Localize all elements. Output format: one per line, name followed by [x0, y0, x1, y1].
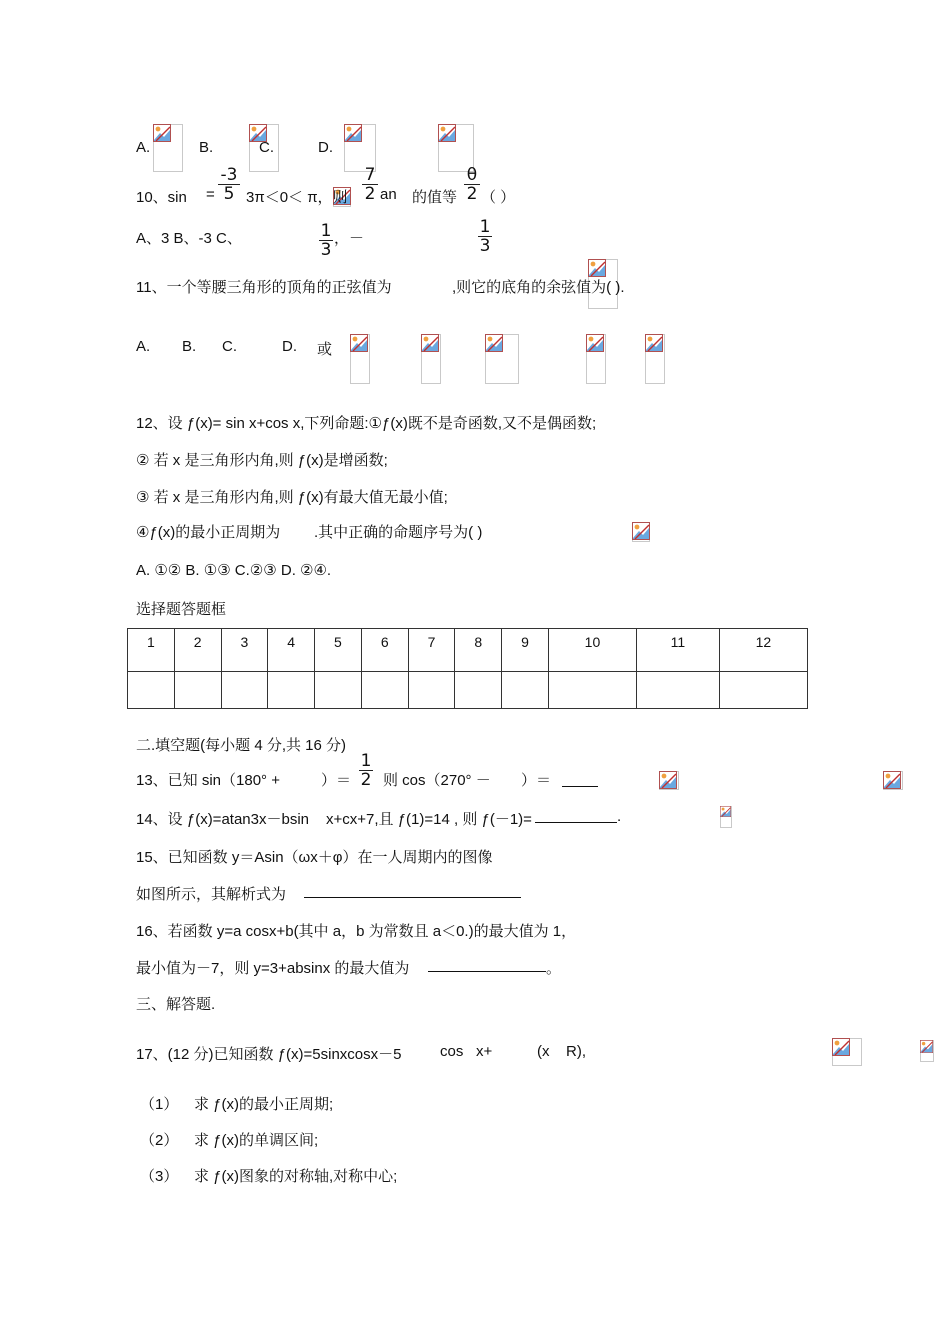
q11-option-c-image: [485, 334, 519, 384]
q10-fraction-theta-numerator: θ: [466, 165, 478, 185]
q12-options: A. ①② B. ①③ C.②③ D. ②④.: [136, 562, 332, 579]
q10-option-c-fraction: [318, 222, 334, 259]
q10-options-ab: A、3 B、-3 C、: [136, 230, 242, 247]
q11-option-d-image-2: [645, 334, 665, 384]
q10-fraction-theta-denominator: 2: [466, 184, 478, 204]
broken-image-icon: [350, 334, 368, 352]
broken-image-icon: [720, 806, 731, 817]
q10-fraction-sin: [217, 166, 241, 203]
q10-fraction-sin-numerator: -3: [220, 165, 238, 185]
q12-period-image: [632, 522, 650, 542]
q10-option-c-denominator: 3: [320, 240, 332, 260]
broken-image-icon: [920, 1040, 933, 1053]
q10-prefix: 10、sin: [136, 189, 187, 206]
q13-then: 则 cos（270° －: [383, 772, 491, 789]
q13-fraction-half: [358, 752, 374, 789]
answer-header-cell: 5: [315, 629, 362, 672]
broken-image-icon: [588, 259, 606, 277]
q11-option-b-image: [421, 334, 441, 384]
q13-alpha-image-2: [883, 771, 903, 790]
q11-option-b-label: B.: [182, 338, 197, 355]
answer-cell[interactable]: [548, 672, 636, 709]
q9-option-a-label: A.: [136, 139, 151, 156]
q12-statement-4-post: .其中正确的命题序号为( ): [314, 524, 483, 541]
q13-answer-blank[interactable]: [562, 772, 598, 787]
q14-answer-blank[interactable]: [535, 808, 617, 823]
q17-pre: 17、(12 分)已知函数 ƒ(x)=5sinxcosx－5: [136, 1046, 402, 1063]
q17-sub-1-text: 求 ƒ(x)的最小正周期;: [194, 1096, 334, 1113]
answer-box-title: 选择题答题框: [136, 601, 227, 618]
q9-option-c-label: C.: [259, 139, 274, 156]
answer-cell[interactable]: [637, 672, 720, 709]
q16-line-1: 16、若函数 y=a cosx+b(其中 a，b 为常数且 a＜0.)的最大值为 1，: [136, 923, 577, 940]
answer-header-cell: 3: [221, 629, 268, 672]
broken-image-icon: [632, 522, 650, 540]
broken-image-icon: [645, 334, 663, 352]
broken-image-icon: [153, 124, 171, 142]
q10-option-d-denominator: 3: [479, 236, 491, 256]
answer-header-cell: 12: [719, 629, 807, 672]
q17-sub-1-number: （1）: [140, 1096, 179, 1113]
q10-options-separator: ，－: [334, 230, 365, 247]
section-3-title: 三、解答题.: [136, 996, 216, 1013]
q9-option-b-label: B.: [199, 139, 214, 156]
answer-cell[interactable]: [408, 672, 455, 709]
q13-mid: ）＝: [321, 772, 352, 789]
q10-equals: =: [206, 186, 215, 203]
broken-image-icon: [586, 334, 604, 352]
q10-option-c-numerator: 1: [320, 221, 332, 241]
q11-option-c-label: C.: [222, 338, 237, 355]
q17-paren-close: R),: [566, 1043, 586, 1060]
q11-option-a-image: [350, 334, 370, 384]
answer-table: [127, 628, 808, 709]
answer-cell[interactable]: [315, 672, 362, 709]
q12-statement-4-pre: ④ƒ(x)的最小正周期为: [136, 524, 281, 541]
q13-pre: 13、已知 sin（180° +: [136, 772, 280, 789]
q15-line-1: 15、已知函数 y＝Asin（ωx＋φ）在一人周期内的图像: [136, 849, 493, 866]
q16-end: 。: [546, 960, 562, 977]
answer-cell[interactable]: [361, 672, 408, 709]
q15-answer-blank[interactable]: [304, 883, 521, 898]
answer-header-cell: 9: [502, 629, 549, 672]
q14-x-image: [720, 806, 732, 828]
answer-header-cell: 6: [361, 629, 408, 672]
answer-header-cell: 4: [268, 629, 315, 672]
q11-stem: 11、一个等腰三角形的顶角的正弦值为: [136, 279, 392, 296]
q17-x-plus: x+: [476, 1043, 493, 1060]
q17-image-2: [920, 1040, 934, 1062]
q10-option-d-numerator: 1: [479, 217, 491, 237]
q17-paren-open: (x: [537, 1043, 550, 1060]
q12-stem: 12、设 ƒ(x)= sin x+cos x,下列命题:①ƒ(x)既不是奇函数,又不是偶函数;: [136, 415, 597, 432]
q14-end: .: [617, 808, 622, 825]
q15-line-2: 如图所示，其解析式为: [136, 886, 287, 903]
q12-statement-2: ② 若 x 是三角形内角,则 ƒ(x)是增函数;: [136, 452, 388, 469]
q10-answer-paren: （ ）: [481, 189, 516, 206]
answer-table-input-row: [128, 672, 808, 709]
q17-sub-2-text: 求 ƒ(x)的单调区间;: [194, 1132, 319, 1149]
answer-cell[interactable]: [455, 672, 502, 709]
q10-fraction-seven-halves: [361, 166, 379, 203]
broken-image-icon: [659, 771, 677, 789]
answer-header-cell: 11: [637, 629, 720, 672]
q11-option-d-label: D.: [282, 338, 297, 355]
broken-image-icon: [485, 334, 503, 352]
q17-cos: cos: [440, 1043, 464, 1060]
answer-header-cell: 1: [128, 629, 175, 672]
answer-cell[interactable]: [719, 672, 807, 709]
answer-cell[interactable]: [128, 672, 175, 709]
q10-fraction-seven-halves-denominator: 2: [364, 184, 376, 204]
q12-statement-3: ③ 若 x 是三角形内角,则 ƒ(x)有最大值无最小值;: [136, 489, 448, 506]
q10-value-text: 的值等: [412, 189, 458, 206]
q10-fraction-sin-denominator: 5: [223, 184, 235, 204]
q13-end: ）＝: [521, 772, 552, 789]
broken-image-icon: [438, 124, 456, 142]
section-2-title: 二.填空题(每小题 4 分,共 16 分): [136, 737, 347, 754]
q17-sub-2-number: （2）: [140, 1132, 179, 1149]
broken-image-icon: [832, 1038, 850, 1056]
answer-cell[interactable]: [221, 672, 268, 709]
q13-alpha-image-1: [659, 771, 679, 790]
q16-line-2: 最小值为－7，则 y=3+absinx 的最大值为: [136, 960, 410, 977]
q11-tail: ,则它的底角的余弦值为( ).: [452, 279, 625, 296]
q14-post: x+cx+7,且 ƒ(1)=14 , 则 ƒ(－1)=: [326, 811, 532, 828]
q10-fraction-seven-halves-numerator: 7: [364, 165, 376, 185]
broken-image-icon: [883, 771, 901, 789]
answer-header-cell: 8: [455, 629, 502, 672]
q10-tan: an: [380, 186, 397, 203]
q9-option-a-image: [153, 124, 183, 172]
q11-option-d-or: 或: [317, 341, 333, 358]
q17-image-1: [832, 1038, 862, 1066]
q9-option-d-label: D.: [318, 139, 333, 156]
q14-pre: 14、设 ƒ(x)=atan3x－bsin: [136, 811, 309, 828]
answer-cell[interactable]: [268, 672, 315, 709]
q10-fraction-theta-half: [463, 166, 481, 203]
q11-option-d-image-1: [586, 334, 606, 384]
q17-sub-3-number: （3）: [140, 1168, 179, 1185]
answer-header-cell: 7: [408, 629, 455, 672]
answer-header-cell: 2: [174, 629, 221, 672]
broken-image-icon: [421, 334, 439, 352]
q13-fraction-denominator: 2: [360, 770, 372, 790]
q10-range: 3π＜0＜ π，则: [246, 189, 348, 206]
q16-answer-blank[interactable]: [428, 957, 546, 972]
answer-header-cell: 10: [548, 629, 636, 672]
answer-cell[interactable]: [174, 672, 221, 709]
q13-fraction-numerator: 1: [360, 751, 372, 771]
q10-option-d-fraction: [477, 218, 493, 255]
q17-sub-3-text: 求 ƒ(x)图象的对称轴,对称中心;: [194, 1168, 398, 1185]
broken-image-icon: [344, 124, 362, 142]
answer-cell[interactable]: [502, 672, 549, 709]
answer-table-header-row: [128, 629, 808, 672]
q11-option-a-label: A.: [136, 338, 151, 355]
